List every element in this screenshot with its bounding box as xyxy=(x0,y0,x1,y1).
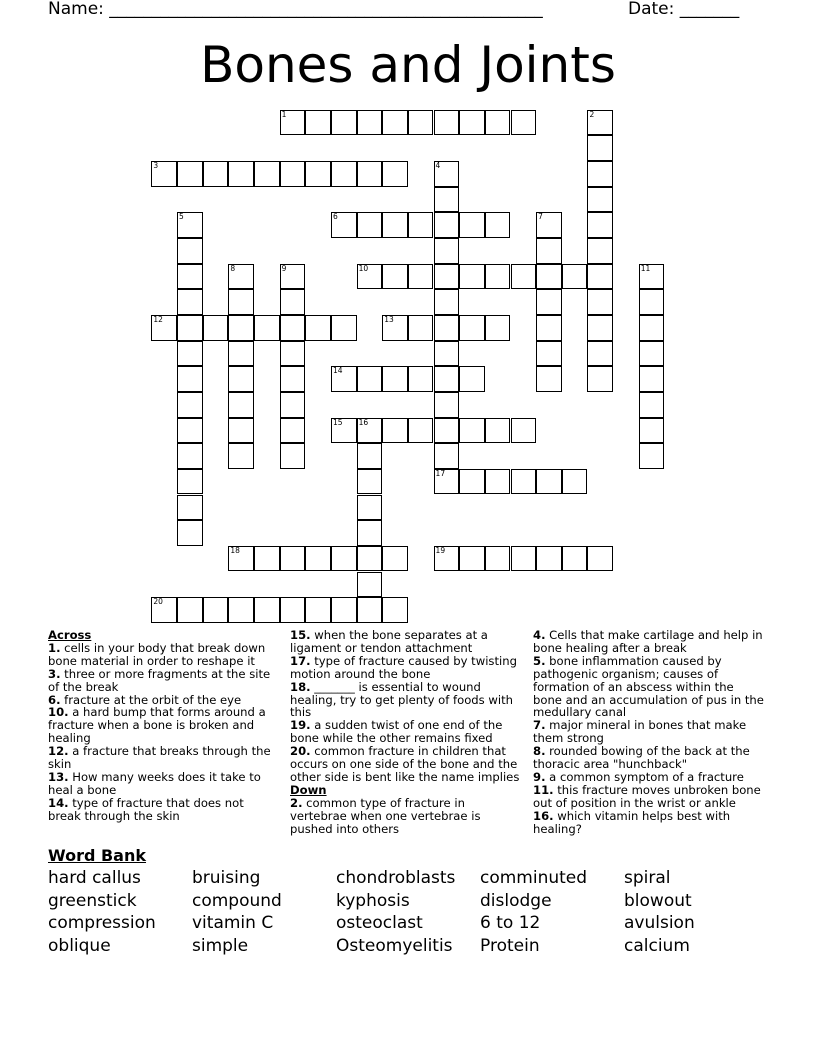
clue-number: 12 xyxy=(153,315,163,324)
grid-cell[interactable] xyxy=(254,597,280,623)
grid-cell[interactable] xyxy=(587,238,613,264)
grid-cell[interactable] xyxy=(434,238,460,264)
grid-cell[interactable] xyxy=(357,469,383,495)
grid-cell[interactable] xyxy=(408,366,434,392)
grid-cell[interactable] xyxy=(511,264,537,290)
grid-cell[interactable] xyxy=(434,315,460,341)
clue-down-8: 8. rounded bowing of the back at the thoracic area "hunchback" xyxy=(533,744,750,772)
clue-number: 2 xyxy=(589,109,595,119)
grid-cell[interactable] xyxy=(228,341,254,367)
grid-cell[interactable] xyxy=(280,392,306,418)
grid-cell[interactable] xyxy=(434,341,460,367)
grid-cell[interactable] xyxy=(587,212,613,238)
grid-cell[interactable] xyxy=(485,469,511,495)
grid-cell[interactable] xyxy=(434,469,460,495)
clue-number: 5 xyxy=(179,212,184,222)
word-bank-item: blowout xyxy=(624,890,692,911)
grid-cell[interactable] xyxy=(587,161,613,187)
grid-cell[interactable] xyxy=(203,597,229,623)
grid-cell[interactable] xyxy=(305,597,331,623)
word-bank-item: dislodge xyxy=(480,890,552,911)
word-bank-item: bruising xyxy=(192,868,261,888)
grid-cell[interactable] xyxy=(228,418,254,444)
grid-cell[interactable] xyxy=(587,264,613,290)
grid-cell[interactable] xyxy=(434,110,460,136)
grid-cell[interactable] xyxy=(639,392,665,418)
grid-cell[interactable] xyxy=(305,161,331,187)
grid-cell[interactable] xyxy=(305,110,331,136)
grid-cell[interactable] xyxy=(587,315,613,341)
grid-cell[interactable] xyxy=(177,495,203,521)
clue-number: 3 xyxy=(153,161,159,171)
grid-cell[interactable] xyxy=(408,110,434,136)
grid-cell[interactable] xyxy=(280,366,306,392)
clue-number: 19 xyxy=(435,545,446,555)
word-bank-item: osteoclast xyxy=(336,913,423,934)
grid-cell[interactable] xyxy=(587,366,613,392)
down-heading: Down xyxy=(290,782,327,797)
clues-column-2 xyxy=(290,629,522,836)
clue-number: 8 xyxy=(230,263,236,273)
grid-cell[interactable] xyxy=(331,597,357,623)
grid-cell[interactable] xyxy=(177,469,203,495)
word-bank-item: oblique xyxy=(48,935,111,956)
clue-across-10: 10. a hard bump that forms around a fracture when a bone is broken and healing xyxy=(48,705,266,746)
grid-cell[interactable] xyxy=(254,315,280,341)
grid-cell[interactable] xyxy=(177,238,203,264)
grid-cell[interactable] xyxy=(408,315,434,341)
grid-cell[interactable] xyxy=(280,546,306,572)
clue-number: 4 xyxy=(435,161,441,171)
grid-cell[interactable] xyxy=(434,289,460,315)
grid-cell[interactable] xyxy=(177,597,203,623)
clue-down-9: 9. a common symptom of a fracture xyxy=(533,769,744,784)
word-bank-item: spiral xyxy=(624,868,671,888)
grid-cell[interactable] xyxy=(587,341,613,367)
grid-cell[interactable] xyxy=(382,597,408,623)
grid-cell[interactable] xyxy=(511,469,537,495)
clue-number: 17 xyxy=(435,468,446,478)
word-bank-item: vitamin C xyxy=(192,913,274,934)
clue-number: 1 xyxy=(281,109,287,119)
grid-cell[interactable] xyxy=(536,212,562,238)
grid-cell[interactable] xyxy=(151,597,177,623)
clues-column-3 xyxy=(533,629,765,836)
across-heading: Across xyxy=(48,628,92,642)
word-bank-item: hard callus xyxy=(48,868,141,888)
grid-cell[interactable] xyxy=(434,264,460,290)
grid-cell[interactable] xyxy=(280,418,306,444)
grid-cell[interactable] xyxy=(177,212,203,238)
grid-cell[interactable] xyxy=(228,264,254,290)
clue-number: 14 xyxy=(332,366,343,376)
grid-cell[interactable] xyxy=(228,161,254,187)
word-bank xyxy=(48,867,768,957)
grid-cell[interactable] xyxy=(536,289,562,315)
grid-cell[interactable] xyxy=(536,341,562,367)
grid-cell[interactable] xyxy=(305,546,331,572)
grid-cell[interactable] xyxy=(228,289,254,315)
grid-cell[interactable] xyxy=(280,341,306,367)
clue-across-6: 6. fracture at the orbit of the eye xyxy=(48,692,242,707)
grid-cell[interactable] xyxy=(357,110,383,136)
grid-cell[interactable] xyxy=(228,366,254,392)
grid-cell[interactable] xyxy=(280,443,306,469)
word-bank-item: Osteomyelitis xyxy=(336,935,453,956)
grid-cell[interactable] xyxy=(280,264,306,290)
grid-cell[interactable] xyxy=(511,546,537,572)
grid-cell[interactable] xyxy=(331,110,357,136)
grid-cell[interactable] xyxy=(459,469,485,495)
clue-down-7: 7. major mineral in bones that make them strong xyxy=(533,718,747,746)
grid-cell[interactable] xyxy=(459,418,485,444)
grid-cell[interactable] xyxy=(382,264,408,290)
grid-cell[interactable] xyxy=(382,161,408,187)
grid-cell[interactable] xyxy=(151,161,177,187)
grid-cell[interactable] xyxy=(177,392,203,418)
clue-number: 16 xyxy=(358,417,369,427)
grid-cell[interactable] xyxy=(587,289,613,315)
clue-across-20: 20. common fracture in children that occurs on one side of the bone and the other side is bent like the name implies xyxy=(290,744,520,784)
grid-cell[interactable] xyxy=(280,289,306,315)
grid-cell[interactable] xyxy=(280,161,306,187)
clues-column-1 xyxy=(48,629,276,823)
grid-cell[interactable] xyxy=(459,546,485,572)
grid-cell[interactable] xyxy=(536,366,562,392)
grid-cell[interactable] xyxy=(203,315,229,341)
clue-across-13: 13. How many weeks does it take to heal a bone xyxy=(48,769,261,797)
clue-number: 13 xyxy=(384,315,394,324)
clue-down-4: 4. Cells that make cartilage and help in bone healing after a break xyxy=(533,628,763,655)
grid-cell[interactable] xyxy=(357,597,383,623)
clue-number: 10 xyxy=(358,263,369,273)
grid-cell[interactable] xyxy=(434,392,460,418)
clue-down-2: 2. common type of fracture in vertebrae when one vertebrae is pushed into others xyxy=(290,795,481,836)
grid-cell[interactable] xyxy=(485,110,511,136)
grid-cell[interactable] xyxy=(177,341,203,367)
grid-cell[interactable] xyxy=(459,212,485,238)
grid-cell[interactable] xyxy=(459,366,485,392)
grid-cell[interactable] xyxy=(254,546,280,572)
grid-cell[interactable] xyxy=(511,110,537,136)
grid-cell[interactable] xyxy=(177,161,203,187)
grid-cell[interactable] xyxy=(639,315,665,341)
grid-cell[interactable] xyxy=(459,315,485,341)
grid-cell[interactable] xyxy=(177,289,203,315)
clue-across-17: 17. type of fracture caused by twisting motion around the bone xyxy=(290,653,517,681)
grid-cell[interactable] xyxy=(485,315,511,341)
clue-across-14: 14. type of fracture that does not break through the skin xyxy=(48,795,244,823)
grid-cell[interactable] xyxy=(177,366,203,392)
grid-cell[interactable] xyxy=(408,418,434,444)
grid-cell[interactable] xyxy=(434,546,460,572)
grid-cell[interactable] xyxy=(177,443,203,469)
word-bank-item: compound xyxy=(192,890,282,911)
grid-cell[interactable] xyxy=(331,161,357,187)
grid-cell[interactable] xyxy=(357,546,383,572)
clue-number: 20 xyxy=(153,597,163,607)
grid-cell[interactable] xyxy=(511,418,537,444)
clue-across-18: 18. _______ is essential to wound healing, try to get plenty of foods with this xyxy=(290,679,513,720)
clue-across-19: 19. a sudden twist of one end of the bone while the other remains fixed xyxy=(290,718,503,746)
grid-cell[interactable] xyxy=(434,366,460,392)
grid-cell[interactable] xyxy=(587,187,613,213)
word-bank-item: greenstick xyxy=(48,890,137,911)
word-bank-item: calcium xyxy=(624,935,690,956)
grid-cell[interactable] xyxy=(536,264,562,290)
clue-across-12: 12. a fracture that breaks through the skin xyxy=(48,744,271,772)
grid-cell[interactable] xyxy=(536,546,562,572)
grid-cell[interactable] xyxy=(203,161,229,187)
grid-cell[interactable] xyxy=(382,315,408,341)
clue-down-16: 16. which vitamin helps best with healing? xyxy=(533,808,731,836)
word-bank-title: Word Bank xyxy=(48,846,147,865)
grid-cell[interactable] xyxy=(639,264,665,290)
grid-cell[interactable] xyxy=(587,546,613,572)
word-bank-item: compression xyxy=(48,913,156,934)
clue-number: 7 xyxy=(538,212,543,222)
grid-cell[interactable] xyxy=(434,418,460,444)
grid-cell[interactable] xyxy=(331,366,357,392)
grid-cell[interactable] xyxy=(485,212,511,238)
grid-cell[interactable] xyxy=(485,264,511,290)
clue-down-5: 5. bone inflammation caused by pathogenic organism; causes of formation of an abscess within the bone and an accumulation of pus in the medullary canal xyxy=(533,653,764,720)
word-bank-item: kyphosis xyxy=(336,890,410,911)
clue-number: 15 xyxy=(332,417,343,427)
grid-cell[interactable] xyxy=(357,366,383,392)
grid-cell[interactable] xyxy=(228,546,254,572)
grid-cell[interactable] xyxy=(459,110,485,136)
grid-cell[interactable] xyxy=(228,443,254,469)
grid-cell[interactable] xyxy=(485,546,511,572)
grid-cell[interactable] xyxy=(434,212,460,238)
grid-cell[interactable] xyxy=(357,418,383,444)
grid-cell[interactable] xyxy=(228,597,254,623)
word-bank-item: avulsion xyxy=(624,913,695,934)
grid-cell[interactable] xyxy=(562,264,588,290)
grid-cell[interactable] xyxy=(331,418,357,444)
grid-cell[interactable] xyxy=(357,212,383,238)
grid-cell[interactable] xyxy=(639,341,665,367)
grid-cell[interactable] xyxy=(177,264,203,290)
grid-cell[interactable] xyxy=(177,315,203,341)
word-bank-item: 6 to 12 xyxy=(480,913,541,934)
grid-cell[interactable] xyxy=(639,289,665,315)
word-bank-item: chondroblasts xyxy=(336,868,456,888)
grid-cell[interactable] xyxy=(639,418,665,444)
grid-cell[interactable] xyxy=(587,110,613,136)
grid-cell[interactable] xyxy=(151,315,177,341)
clue-across-1: 1. cells in your body that break down bone material in order to reshape it xyxy=(48,640,266,668)
clue-across-3: 3. three or more fragments at the site of the break xyxy=(48,666,271,694)
grid-cell[interactable] xyxy=(357,520,383,546)
grid-cell[interactable] xyxy=(280,110,306,136)
page-title: Bones and Joints xyxy=(200,36,616,94)
grid-cell[interactable] xyxy=(408,264,434,290)
grid-cell[interactable] xyxy=(562,546,588,572)
grid-cell[interactable] xyxy=(357,161,383,187)
grid-cell[interactable] xyxy=(331,315,357,341)
grid-cell[interactable] xyxy=(254,161,280,187)
grid-cell[interactable] xyxy=(177,520,203,546)
clue-number: 6 xyxy=(332,212,338,222)
grid-cell[interactable] xyxy=(382,110,408,136)
grid-cell[interactable] xyxy=(357,264,383,290)
grid-cell[interactable] xyxy=(382,546,408,572)
grid-cell[interactable] xyxy=(280,315,306,341)
word-bank-item: simple xyxy=(192,935,249,956)
grid-cell[interactable] xyxy=(639,443,665,469)
name-field[interactable]: Name: ___________________________________________________ xyxy=(48,0,543,19)
grid-cell[interactable] xyxy=(357,572,383,598)
grid-cell[interactable] xyxy=(459,264,485,290)
word-bank-item: Protein xyxy=(480,935,540,956)
grid-cell[interactable] xyxy=(536,238,562,264)
grid-cell[interactable] xyxy=(408,212,434,238)
grid-cell[interactable] xyxy=(536,315,562,341)
grid-cell[interactable] xyxy=(434,187,460,213)
grid-cell[interactable] xyxy=(434,443,460,469)
clue-across-15: 15. when the bone separates at a ligament or tendon attachment xyxy=(290,628,488,655)
grid-cell[interactable] xyxy=(382,418,408,444)
grid-cell[interactable] xyxy=(536,469,562,495)
clue-number: 9 xyxy=(281,263,287,273)
grid-cell[interactable] xyxy=(280,597,306,623)
grid-cell[interactable] xyxy=(639,366,665,392)
grid-cell[interactable] xyxy=(331,546,357,572)
grid-cell[interactable] xyxy=(562,469,588,495)
clue-down-11: 11. this fracture moves unbroken bone out of position in the wrist or ankle xyxy=(533,782,761,810)
grid-cell[interactable] xyxy=(357,495,383,521)
grid-cell[interactable] xyxy=(228,315,254,341)
clue-number: 11 xyxy=(640,263,651,273)
grid-cell[interactable] xyxy=(331,212,357,238)
word-bank-item: comminuted xyxy=(480,868,588,888)
grid-cell[interactable] xyxy=(485,418,511,444)
grid-cell[interactable] xyxy=(382,366,408,392)
grid-cell[interactable] xyxy=(357,443,383,469)
date-field[interactable]: Date: _______ xyxy=(628,0,740,19)
grid-cell[interactable] xyxy=(587,135,613,161)
grid-cell[interactable] xyxy=(382,212,408,238)
grid-cell[interactable] xyxy=(177,418,203,444)
grid-cell[interactable] xyxy=(434,161,460,187)
grid-cell[interactable] xyxy=(228,392,254,418)
clue-number: 18 xyxy=(230,545,240,555)
grid-cell[interactable] xyxy=(305,315,331,341)
